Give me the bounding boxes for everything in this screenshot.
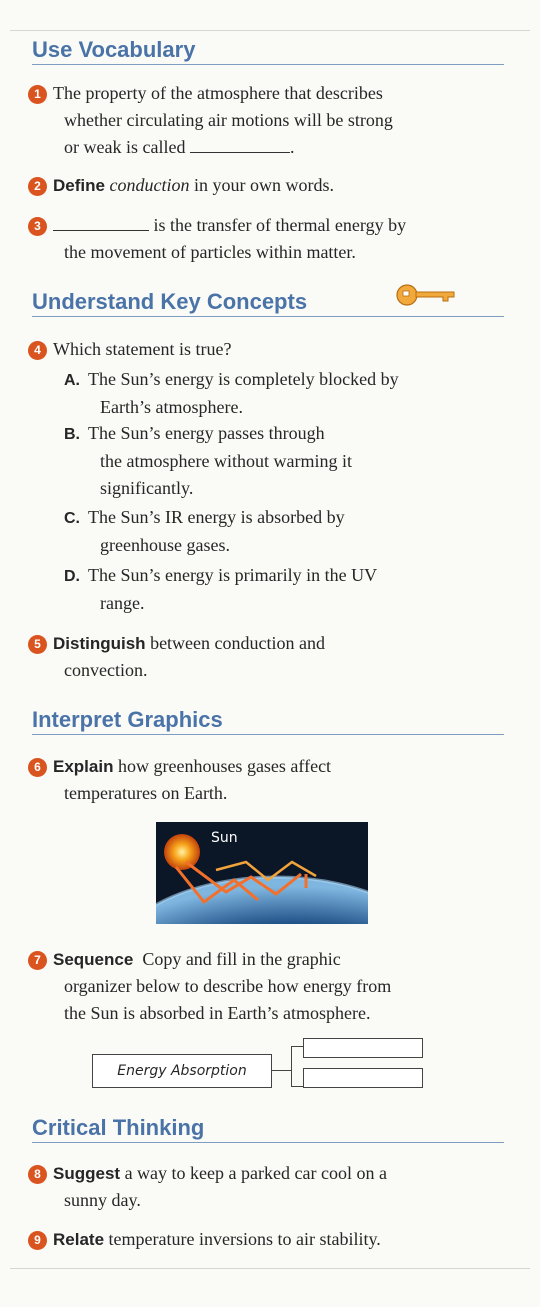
option-c[interactable]: C. The Sun’s IR energy is absorbed by greenhouse gases. (64, 507, 345, 555)
section-heading: Interpret Graphics (32, 708, 504, 735)
question-9: 9 Relate temperature inversions to air stability. (32, 1226, 502, 1253)
question-7: 7 Sequence Copy and fill in the graphic organizer below to describe how energy from the Sun is absorbed in Earth’s atmosphere. (32, 946, 502, 1027)
option-b[interactable]: B. The Sun’s energy passes through the atmosphere without warming it significantly. (64, 423, 352, 498)
top-rule (10, 30, 530, 31)
question-5: 5 Distinguish between conduction and convection. (32, 630, 502, 684)
question-4: 4 Which statement is true? (32, 336, 502, 363)
question-number-badge: 2 (28, 177, 47, 196)
section-critical-thinking (32, 1116, 504, 1143)
question-3: 3 is the transfer of thermal energy by the movement of particles within matter. (32, 212, 502, 266)
section-heading: Use Vocabulary (32, 38, 504, 65)
organizer-main-box: Energy Absorption (92, 1054, 272, 1088)
question-number-badge: 9 (28, 1231, 47, 1250)
answer-blank[interactable] (53, 216, 149, 231)
question-8: 8 Suggest a way to keep a parked car cool on a sunny day. (32, 1160, 502, 1214)
question-number-badge: 7 (28, 951, 47, 970)
section-understand-key-concepts (32, 290, 504, 317)
organizer-blank-box[interactable] (303, 1038, 423, 1058)
organizer-bracket (291, 1046, 292, 1086)
organizer-connector (271, 1070, 291, 1071)
question-6: 6 Explain how greenhouses gases affect temperatures on Earth. (32, 753, 502, 807)
graphic-organizer (92, 1046, 462, 1092)
option-d[interactable]: D. The Sun’s energy is primarily in the UV range. (64, 565, 378, 613)
sun-label: Sun (211, 830, 238, 846)
section-interpret-graphics (32, 708, 504, 735)
question-number-badge: 3 (28, 217, 47, 236)
question-1: 1 The property of the atmosphere that describes whether circulating air motions will be strong or weak is called . (32, 80, 502, 161)
question-number-badge: 8 (28, 1165, 47, 1184)
section-heading: Understand Key Concepts (32, 290, 504, 317)
answer-blank[interactable] (190, 138, 290, 153)
question-number-badge: 5 (28, 635, 47, 654)
greenhouse-effect-image (156, 822, 368, 924)
option-a[interactable]: A. The Sun’s energy is completely blocked by Earth’s atmosphere. (64, 369, 399, 417)
question-number-badge: 4 (28, 341, 47, 360)
question-number-badge: 1 (28, 85, 47, 104)
key-icon (396, 282, 458, 313)
question-number-badge: 6 (28, 758, 47, 777)
section-use-vocabulary (32, 38, 504, 65)
question-2: 2 Define conduction in your own words. (32, 172, 502, 199)
organizer-blank-box[interactable] (303, 1068, 423, 1088)
section-heading: Critical Thinking (32, 1116, 504, 1143)
bottom-rule (10, 1268, 530, 1269)
